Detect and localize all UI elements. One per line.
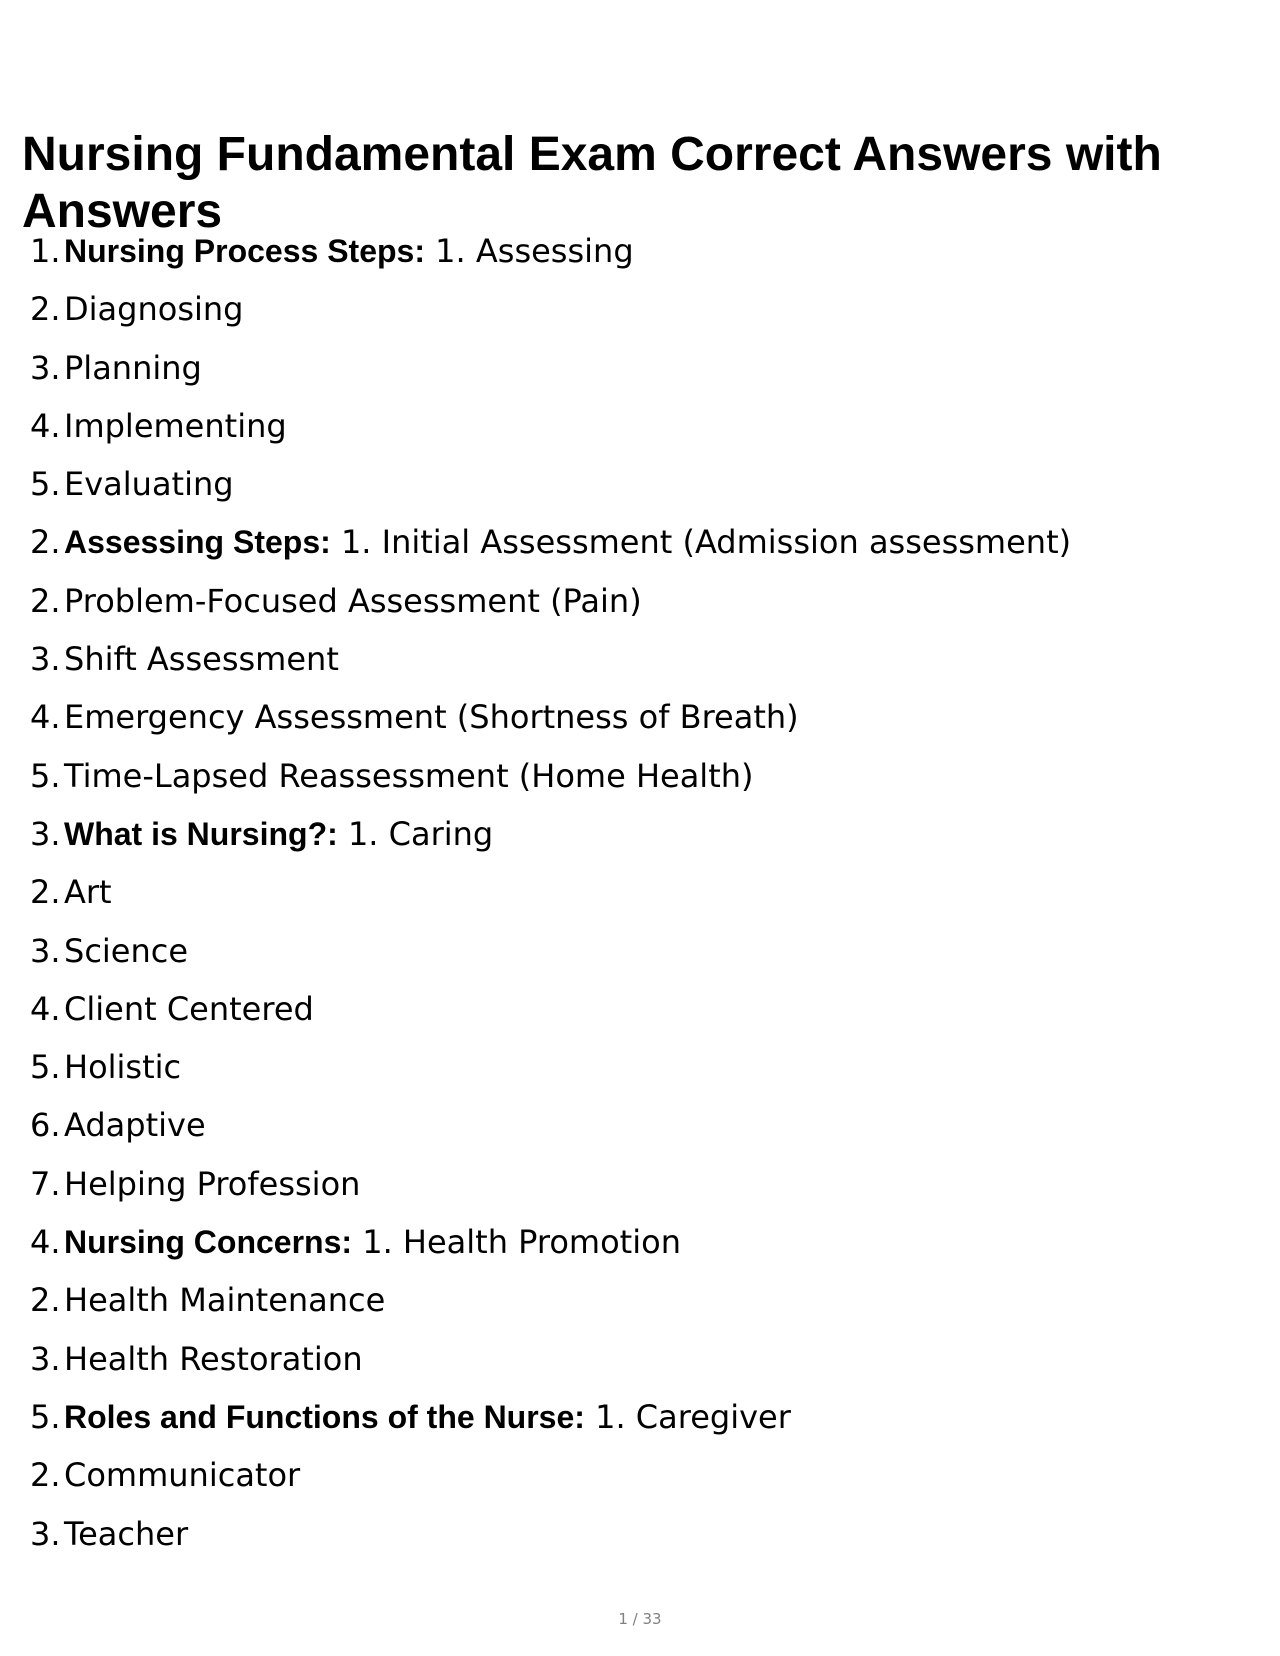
item-number: 7. [30, 1164, 61, 1203]
item-number: 2. [30, 290, 61, 329]
item-number: 5. [30, 756, 61, 795]
answer-text: Health Restoration [64, 1339, 363, 1378]
item-number: 1. [30, 232, 61, 270]
answer-item [30, 1339, 1250, 1400]
answer-item [30, 1164, 1250, 1225]
answer-text: Helping Profession [64, 1164, 361, 1203]
item-number: 3. [30, 931, 61, 970]
item-number: 3. [30, 348, 61, 387]
answer-item [30, 292, 1250, 350]
item-number: 2. [30, 1281, 61, 1320]
answer-text: Communicator [64, 1456, 301, 1495]
item-number: 3. [30, 640, 61, 679]
document-title: Nursing Fundamental Exam Correct Answers with Answers [22, 128, 1162, 238]
answer-item [30, 467, 1250, 525]
answer-text: Emergency Assessment (Shortness of Breath) [64, 698, 799, 737]
question-term: Nursing Process Steps: [64, 233, 425, 269]
answer-text: Client Centered [64, 989, 314, 1028]
answer-text: 1. Caring [337, 814, 494, 853]
answer-item [30, 1050, 1250, 1108]
item-number: 4. [30, 989, 61, 1028]
answer-text: Diagnosing [64, 290, 244, 329]
item-number: 4. [30, 406, 61, 445]
answer-list [30, 234, 1250, 1575]
answer-item [30, 756, 1250, 817]
answer-text: Health Maintenance [64, 1281, 386, 1320]
answer-item [30, 875, 1250, 933]
item-number: 4. [30, 698, 61, 737]
item-number: 5. [30, 465, 61, 504]
item-number: 3. [30, 814, 61, 853]
answer-text: Holistic [64, 1048, 182, 1087]
question-term: Nursing Concerns: [64, 1224, 353, 1261]
answer-item [30, 700, 1250, 758]
item-number: 5. [30, 1397, 61, 1436]
answer-text: Art [64, 873, 112, 912]
item-number: 2. [30, 873, 61, 912]
answer-text: Shift Assessment [64, 640, 339, 679]
question-item [30, 525, 1250, 583]
item-number: 2. [30, 523, 61, 562]
answer-text: 1. Initial Assessment (Admission assessment) [330, 523, 1072, 562]
item-number: 5. [30, 1048, 61, 1087]
item-number: 3. [30, 1339, 61, 1378]
answer-text: Time-Lapsed Reassessment (Home Health) [64, 756, 754, 795]
answer-text: 1. Caregiver [584, 1397, 791, 1436]
answer-item [30, 406, 1250, 467]
question-item [30, 234, 1250, 292]
page-number: 1 / 33 [618, 1610, 662, 1628]
answer-item [30, 642, 1250, 700]
answer-text: Evaluating [64, 465, 234, 504]
answer-text: Planning [64, 348, 202, 387]
item-number: 4. [30, 1223, 61, 1262]
answer-item [30, 1108, 1250, 1166]
answer-text: Problem-Focused Assessment (Pain) [64, 581, 642, 620]
answer-item [30, 348, 1250, 409]
question-term: Roles and Functions of the Nurse: [64, 1398, 585, 1435]
question-item [30, 1397, 1250, 1458]
answer-item [30, 1283, 1250, 1341]
answer-item [30, 1458, 1250, 1516]
answer-item [30, 1514, 1250, 1575]
item-number: 2. [30, 581, 61, 620]
question-term: Assessing Steps: [64, 524, 331, 561]
answer-item [30, 581, 1250, 642]
item-number: 6. [30, 1106, 61, 1145]
answer-text: 1. Assessing [425, 232, 634, 270]
item-number: 3. [30, 1514, 61, 1553]
question-item [30, 1225, 1250, 1283]
answer-text: Adaptive [64, 1106, 206, 1145]
answer-item [30, 931, 1250, 992]
answer-text: Implementing [64, 406, 287, 445]
item-number: 2. [30, 1456, 61, 1495]
answer-text: Science [64, 931, 189, 970]
question-item [30, 814, 1250, 875]
answer-text: 1. Health Promotion [352, 1223, 681, 1262]
answer-item [30, 989, 1250, 1050]
answer-text: Teacher [64, 1514, 189, 1553]
question-term: What is Nursing?: [64, 815, 338, 852]
